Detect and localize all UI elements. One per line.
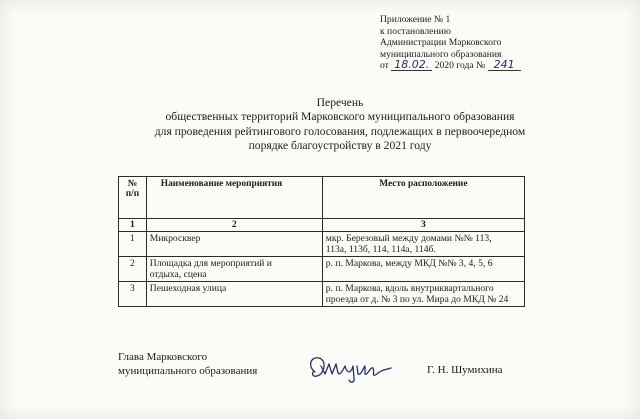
column-number-1: 1 bbox=[119, 219, 147, 232]
date-prefix: от bbox=[380, 60, 389, 72]
handwritten-number: 241 bbox=[488, 60, 521, 71]
title-line-3: для проведения рейтингового голосования, подлежащих в первоочередном bbox=[154, 124, 526, 138]
appendix-line-3: Администрации Марковского bbox=[380, 37, 502, 49]
position-line-2: муниципального образования bbox=[118, 365, 258, 377]
appendix-line-2: к постановлению bbox=[380, 25, 451, 37]
date-middle: 2020 года № bbox=[434, 60, 486, 72]
appendix-line-4: муниципального образования bbox=[380, 48, 502, 60]
column-number-row bbox=[119, 219, 525, 232]
signatory-position bbox=[118, 350, 257, 378]
row-name: Пешеходная улица bbox=[146, 282, 322, 307]
row-place-line-2: проезда от д. № 3 по ул. Мира до МКД № 24 bbox=[325, 294, 509, 305]
table-header-row bbox=[119, 177, 525, 219]
handwritten-date: 18.02. bbox=[391, 60, 432, 71]
header-name: Наименование мероприятия bbox=[146, 177, 322, 219]
table-row bbox=[119, 282, 525, 307]
appendix-block bbox=[380, 14, 521, 72]
header-place: Место расположение bbox=[322, 177, 524, 219]
appendix-date-line bbox=[380, 60, 521, 72]
header-num-line-2: п/п bbox=[125, 189, 140, 199]
row-name: Микросквер bbox=[146, 232, 322, 257]
appendix-line-1: Приложение № 1 bbox=[380, 14, 451, 25]
territories-table bbox=[118, 176, 525, 307]
handwritten-signature bbox=[305, 352, 393, 386]
signature-stroke bbox=[311, 358, 391, 382]
signatory-name: Г. Н. Шумихина bbox=[427, 364, 503, 376]
row-num: 1 bbox=[119, 232, 147, 257]
title-line-1: Перечень bbox=[316, 96, 364, 109]
row-place: р. п. Маркова, между МКД №№ 3, 4, 5, 6 bbox=[322, 257, 524, 282]
column-number-2: 2 bbox=[146, 219, 322, 232]
header-num bbox=[119, 177, 147, 219]
row-place bbox=[322, 282, 524, 307]
row-place bbox=[322, 232, 524, 257]
title-line-4: порядке благоустройству в 2021 году bbox=[248, 139, 432, 153]
row-place-line-1: мкр. Березовый между домами №№ 113, bbox=[325, 233, 492, 244]
row-name-line-2: отдыха, сцена bbox=[149, 269, 207, 280]
row-place-line-2: 113а, 113б, 114, 114а, 114б. bbox=[325, 244, 436, 255]
title-line-2: общественных территорий Марковского муниципального образования bbox=[165, 110, 515, 124]
header-num-line-1: № bbox=[127, 179, 138, 189]
row-place-line-1: р. п. Маркова, вдоль внутриквартального bbox=[325, 283, 494, 294]
position-line-1: Глава Марковского bbox=[118, 351, 208, 363]
row-num: 2 bbox=[119, 257, 147, 282]
row-num: 3 bbox=[119, 282, 147, 307]
document-title bbox=[120, 96, 560, 154]
column-number-3: 3 bbox=[322, 219, 524, 232]
row-name bbox=[146, 257, 322, 282]
table-row bbox=[119, 232, 525, 257]
table-row bbox=[119, 257, 525, 282]
row-name-line-1: Площадка для мероприятий и bbox=[149, 258, 272, 269]
